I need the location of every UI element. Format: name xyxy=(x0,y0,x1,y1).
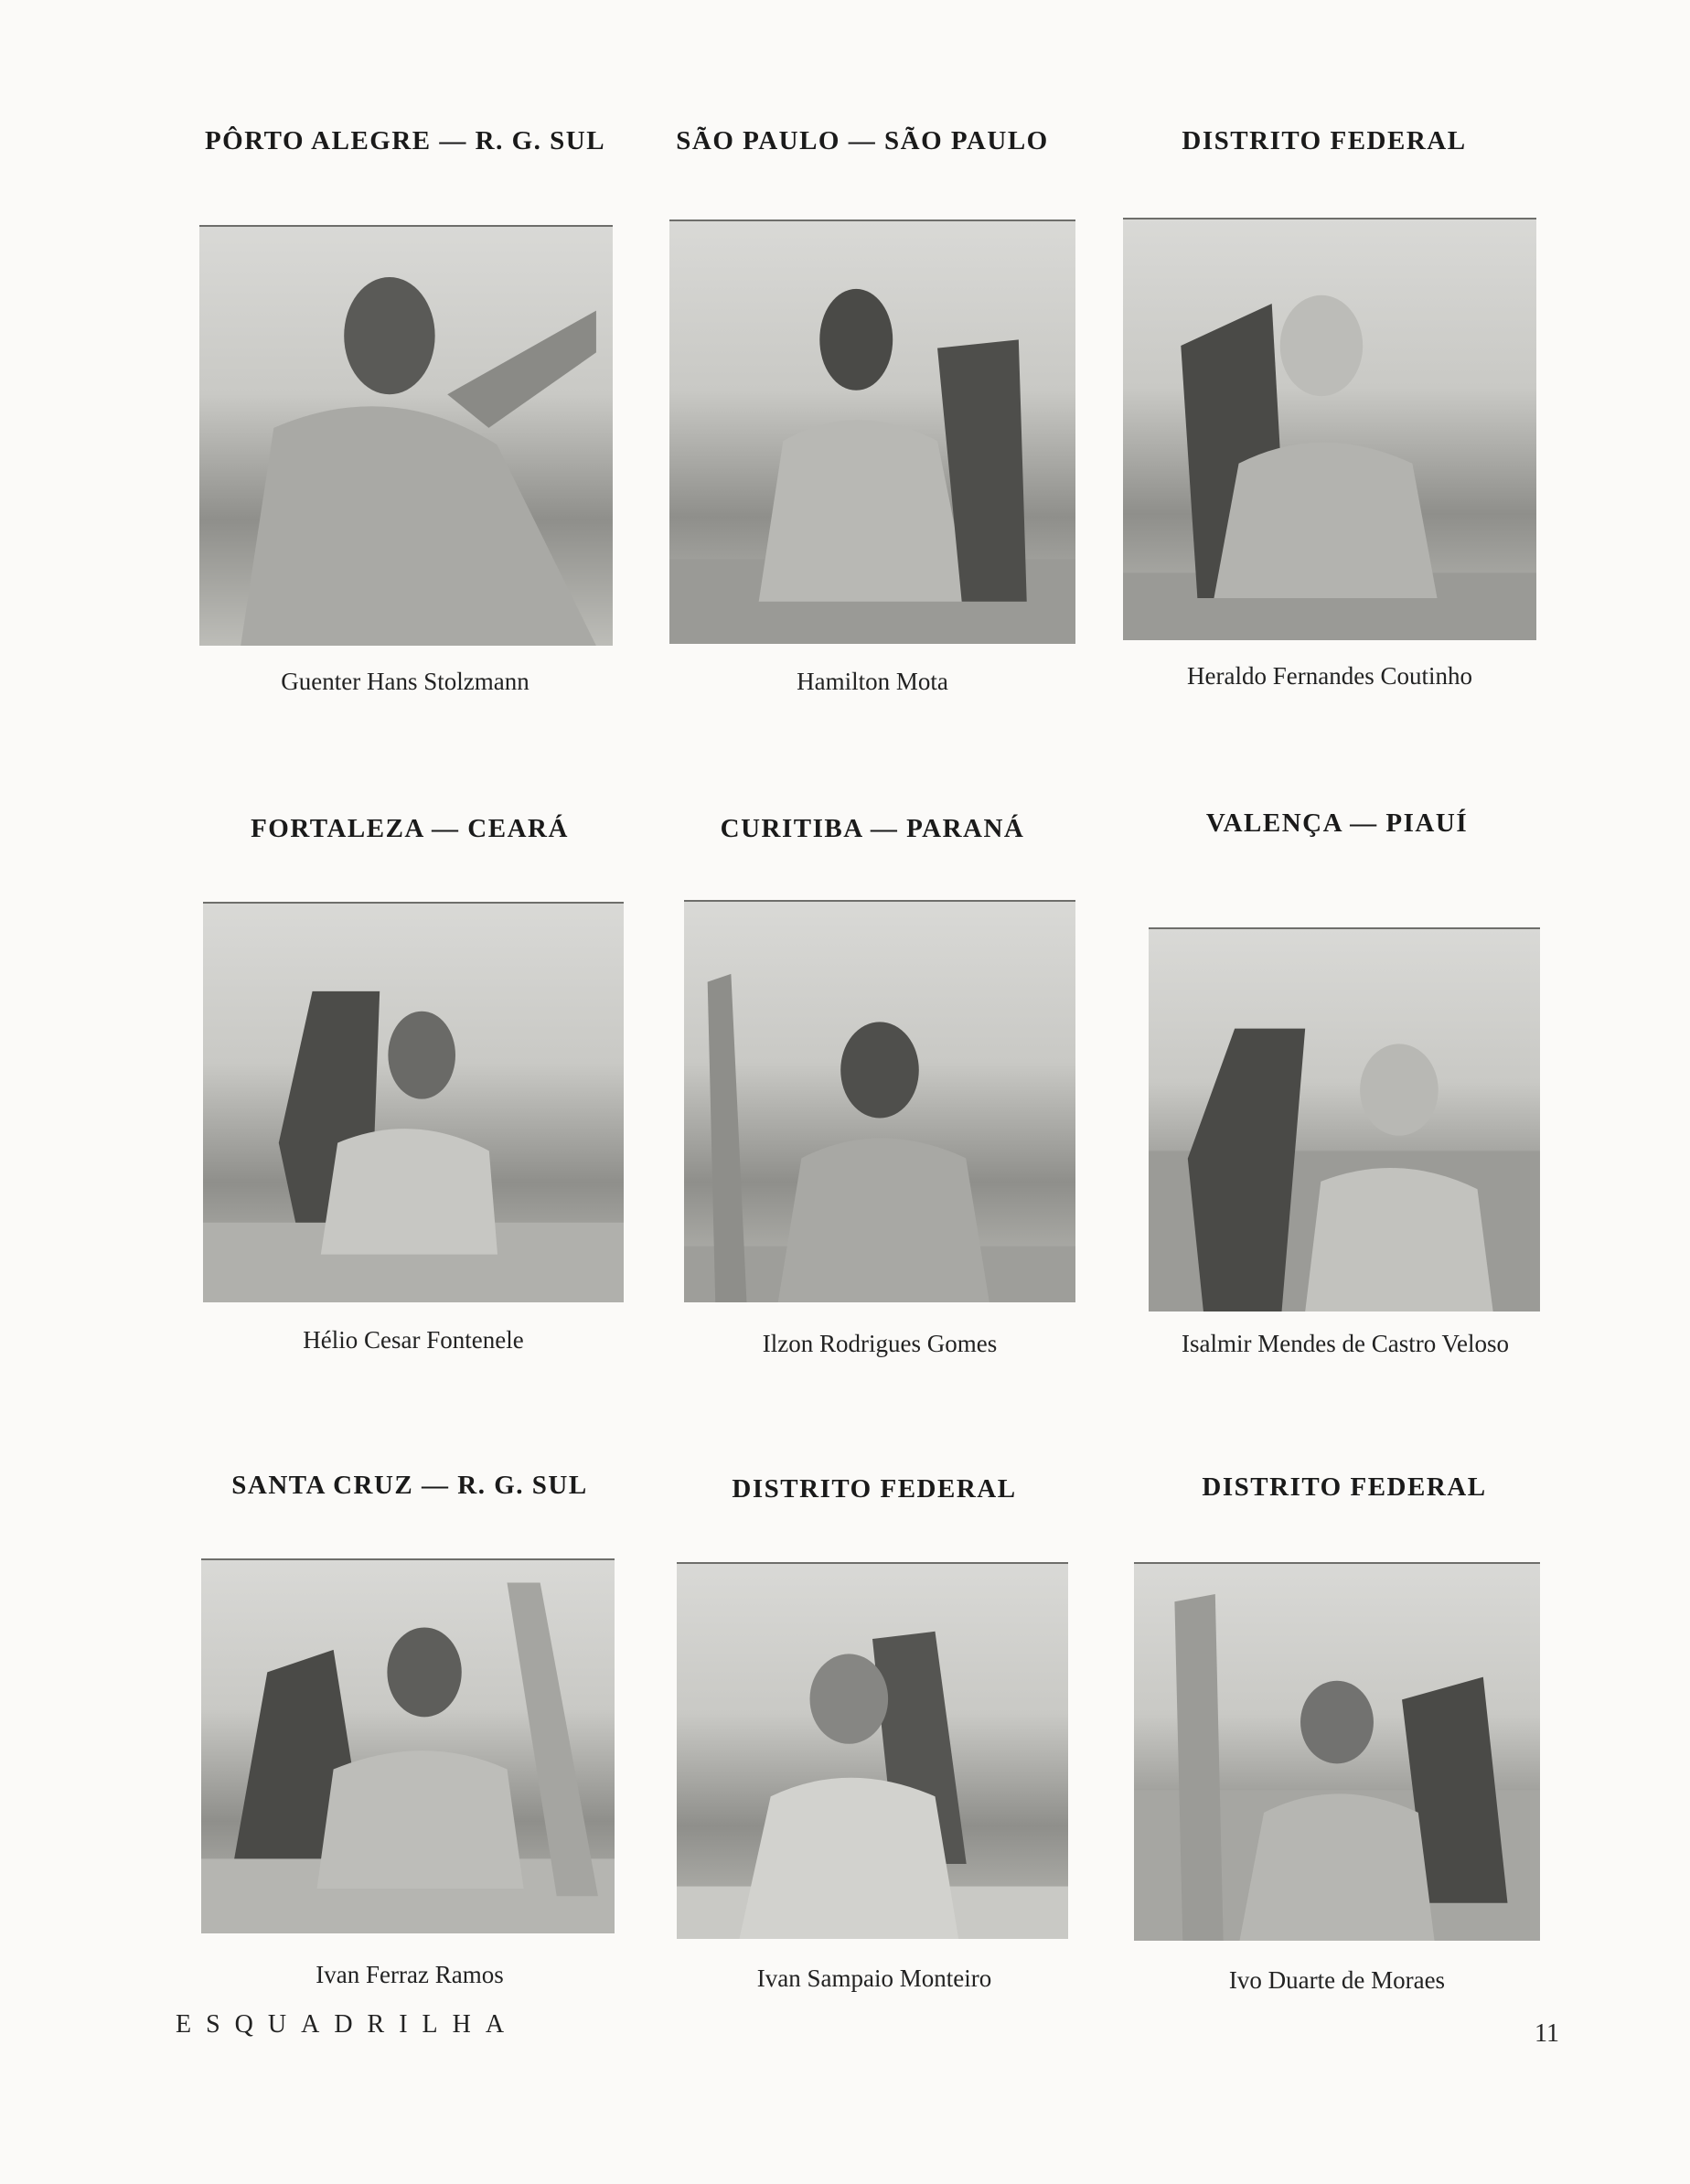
pilot-name-caption: Hélio Cesar Fontenele xyxy=(303,1326,524,1354)
pilot-photo xyxy=(1149,927,1540,1311)
pilot-hometown-heading: PÔRTO ALEGRE — R. G. SUL xyxy=(204,126,606,155)
pilot-name-caption: Hamilton Mota xyxy=(797,668,948,695)
pilot-hometown-heading: SANTA CRUZ — R. G. SUL xyxy=(231,1471,588,1500)
pilot-hometown-heading: DISTRITO FEDERAL xyxy=(1202,1472,1487,1502)
pilot-name-caption: Ilzon Rodrigues Gomes xyxy=(762,1330,998,1357)
publication-name: ESQUADRILHA xyxy=(176,2010,519,2039)
pilot-photo xyxy=(199,225,613,646)
pilot-photo xyxy=(1134,1562,1540,1941)
pilot-photo xyxy=(203,902,624,1302)
pilot-hometown-heading: CURITIBA — PARANÁ xyxy=(720,814,1025,843)
pilot-name-caption: Ivan Sampaio Monteiro xyxy=(756,1965,992,1992)
pilot-hometown-heading: FORTALEZA — CEARÁ xyxy=(251,814,569,843)
pilot-photo xyxy=(669,219,1075,644)
pilot-hometown-heading: DISTRITO FEDERAL xyxy=(732,1474,1017,1504)
pilot-photo xyxy=(201,1558,615,1933)
pilot-hometown-heading: VALENÇA — PIAUÍ xyxy=(1205,808,1469,838)
pilot-hometown-heading: SÃO PAULO — SÃO PAULO xyxy=(676,126,1049,155)
pilot-photo xyxy=(684,900,1075,1302)
pilot-name-caption: Ivo Duarte de Moraes xyxy=(1228,1966,1446,1994)
pilot-hometown-heading: DISTRITO FEDERAL xyxy=(1182,126,1467,155)
pilot-photo xyxy=(677,1562,1068,1939)
pilot-photo xyxy=(1123,218,1536,640)
pilot-name-caption: Guenter Hans Stolzmann xyxy=(281,668,529,695)
pilot-name-caption: Ivan Ferraz Ramos xyxy=(316,1961,504,1988)
pilot-name-caption: Isalmir Mendes de Castro Veloso xyxy=(1182,1330,1509,1357)
page-number: 11 xyxy=(1535,2019,1559,2048)
pilot-name-caption: Heraldo Fernandes Coutinho xyxy=(1187,662,1472,690)
